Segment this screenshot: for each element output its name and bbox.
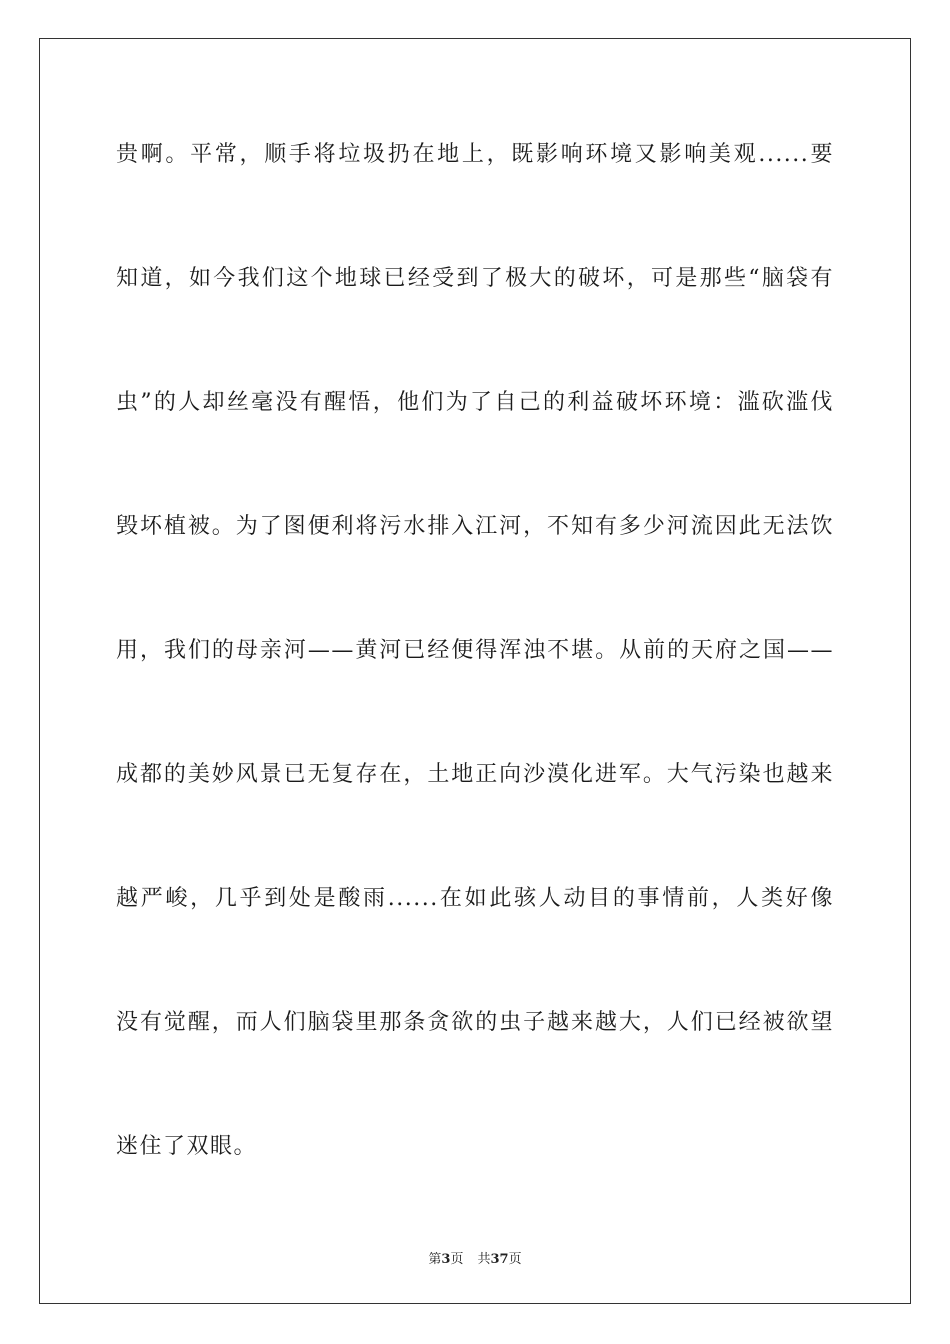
text-line-5: 用，我们的母亲河——黄河已经便得浑浊不堪。从前的天府之国—— — [116, 638, 834, 663]
text-line-7: 越严峻，几乎到处是酸雨......在如此骇人动目的事情前，人类好像 — [116, 886, 834, 911]
page-footer — [0, 1248, 950, 1267]
total-suffix: 页 — [508, 1252, 522, 1267]
text-line-2: 知道，如今我们这个地球已经受到了极大的破坏，可是那些“脑袋有 — [116, 266, 834, 291]
text-line-8: 没有觉醒，而人们脑袋里那条贪欲的虫子越来越大，人们已经被欲望 — [116, 1010, 834, 1035]
page-number: 3 — [441, 1252, 451, 1267]
body-paragraph — [116, 124, 834, 1240]
total-prefix: 共 — [477, 1252, 491, 1267]
page-suffix: 页 — [450, 1252, 464, 1267]
total-pages: 37 — [490, 1252, 509, 1267]
text-line-3: 虫”的人却丝毫没有醒悟，他们为了自己的利益破坏环境：滥砍滥伐 — [116, 390, 834, 415]
page-prefix: 第 — [428, 1252, 442, 1267]
text-line-1: 贵啊。平常，顺手将垃圾扔在地上，既影响环境又影响美观......要 — [116, 142, 834, 167]
text-line-4: 毁坏植被。为了图便利将污水排入江河，不知有多少河流因此无法饮 — [116, 514, 834, 539]
text-line-9: 迷住了双眼。 — [116, 1134, 258, 1159]
text-line-6: 成都的美妙风景已无复存在，土地正向沙漠化进军。大气污染也越来 — [116, 762, 834, 787]
